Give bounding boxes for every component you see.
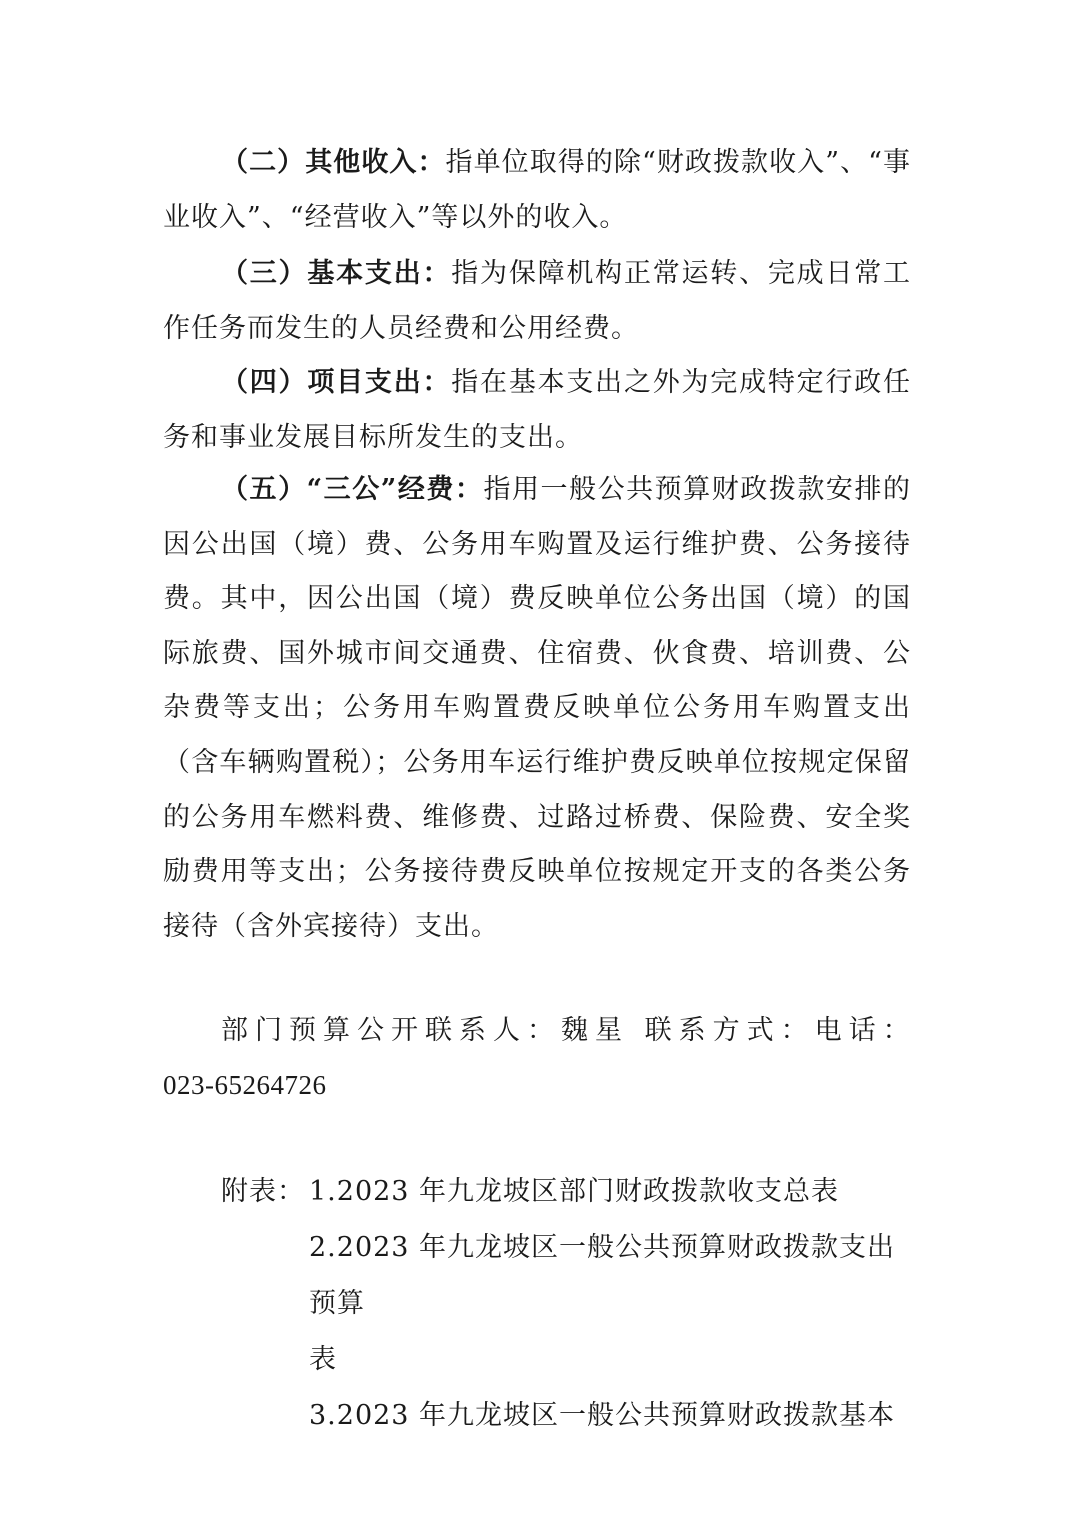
paragraph-lead: （五）“三公”经费：	[221, 474, 484, 505]
contact-person-line: 部门预算公开联系人：魏星 联系方式：电话：	[221, 1015, 917, 1046]
paragraph-text: 指为保障机构正常运转、完成日常工作任务而发生的人员经费和公用经费。	[163, 258, 912, 344]
attachments-list	[221, 1164, 911, 1444]
paragraph-text: 指用一般公共预算财政拨款安排的因公出国（境）费、公务用车购置及运行维护费、公务接待费。其中，因公出国（境）费反映单位公务出国（境）的国际旅费、国外城市间交通费、住宿费、伙食费、培训费、公杂费等支出；公务用车购置费反映单位公务用车购置支出（含车辆购置税）；公务用车运行维护费反映单位按规定保留的公务用车燃料费、维修费、过路过桥费、保险费、安全奖励费用等支出；公务接待费反映单位按规定开支的各类公务接待（含外宾接待）支出。	[163, 474, 911, 942]
contact-phone-number: 023-65264726	[163, 1070, 327, 1100]
paragraph-project-expenditure	[163, 356, 911, 465]
attachment-item: 3.2023 年九龙坡区一般公共预算财政拨款基本	[309, 1400, 896, 1431]
attachment-item: 2.2023 年九龙坡区一般公共预算财政拨款支出预算	[309, 1232, 896, 1319]
attachment-item-continuation: 表	[309, 1344, 337, 1375]
paragraph-three-public-expenses	[163, 463, 911, 954]
attachment-row	[221, 1164, 911, 1220]
paragraph-lead: （三）基本支出：	[221, 258, 452, 289]
paragraph-lead: （四）项目支出：	[221, 367, 452, 398]
contact-block	[163, 1004, 917, 1112]
paragraph-text: 指在基本支出之外为完成特定行政任务和事业发展目标所发生的支出。	[163, 367, 912, 453]
attachment-item: 1.2023 年九龙坡区部门财政拨款收支总表	[309, 1176, 840, 1207]
paragraph-text: 指单位取得的除“财政拨款收入”、“事业收入”、“经营收入”等以外的收入。	[163, 147, 911, 233]
paragraph-basic-expenditure	[163, 247, 911, 356]
attachments-label: 附表：	[221, 1176, 305, 1207]
paragraph-lead: （二）其他收入：	[221, 147, 446, 178]
paragraph-other-income	[163, 136, 911, 245]
